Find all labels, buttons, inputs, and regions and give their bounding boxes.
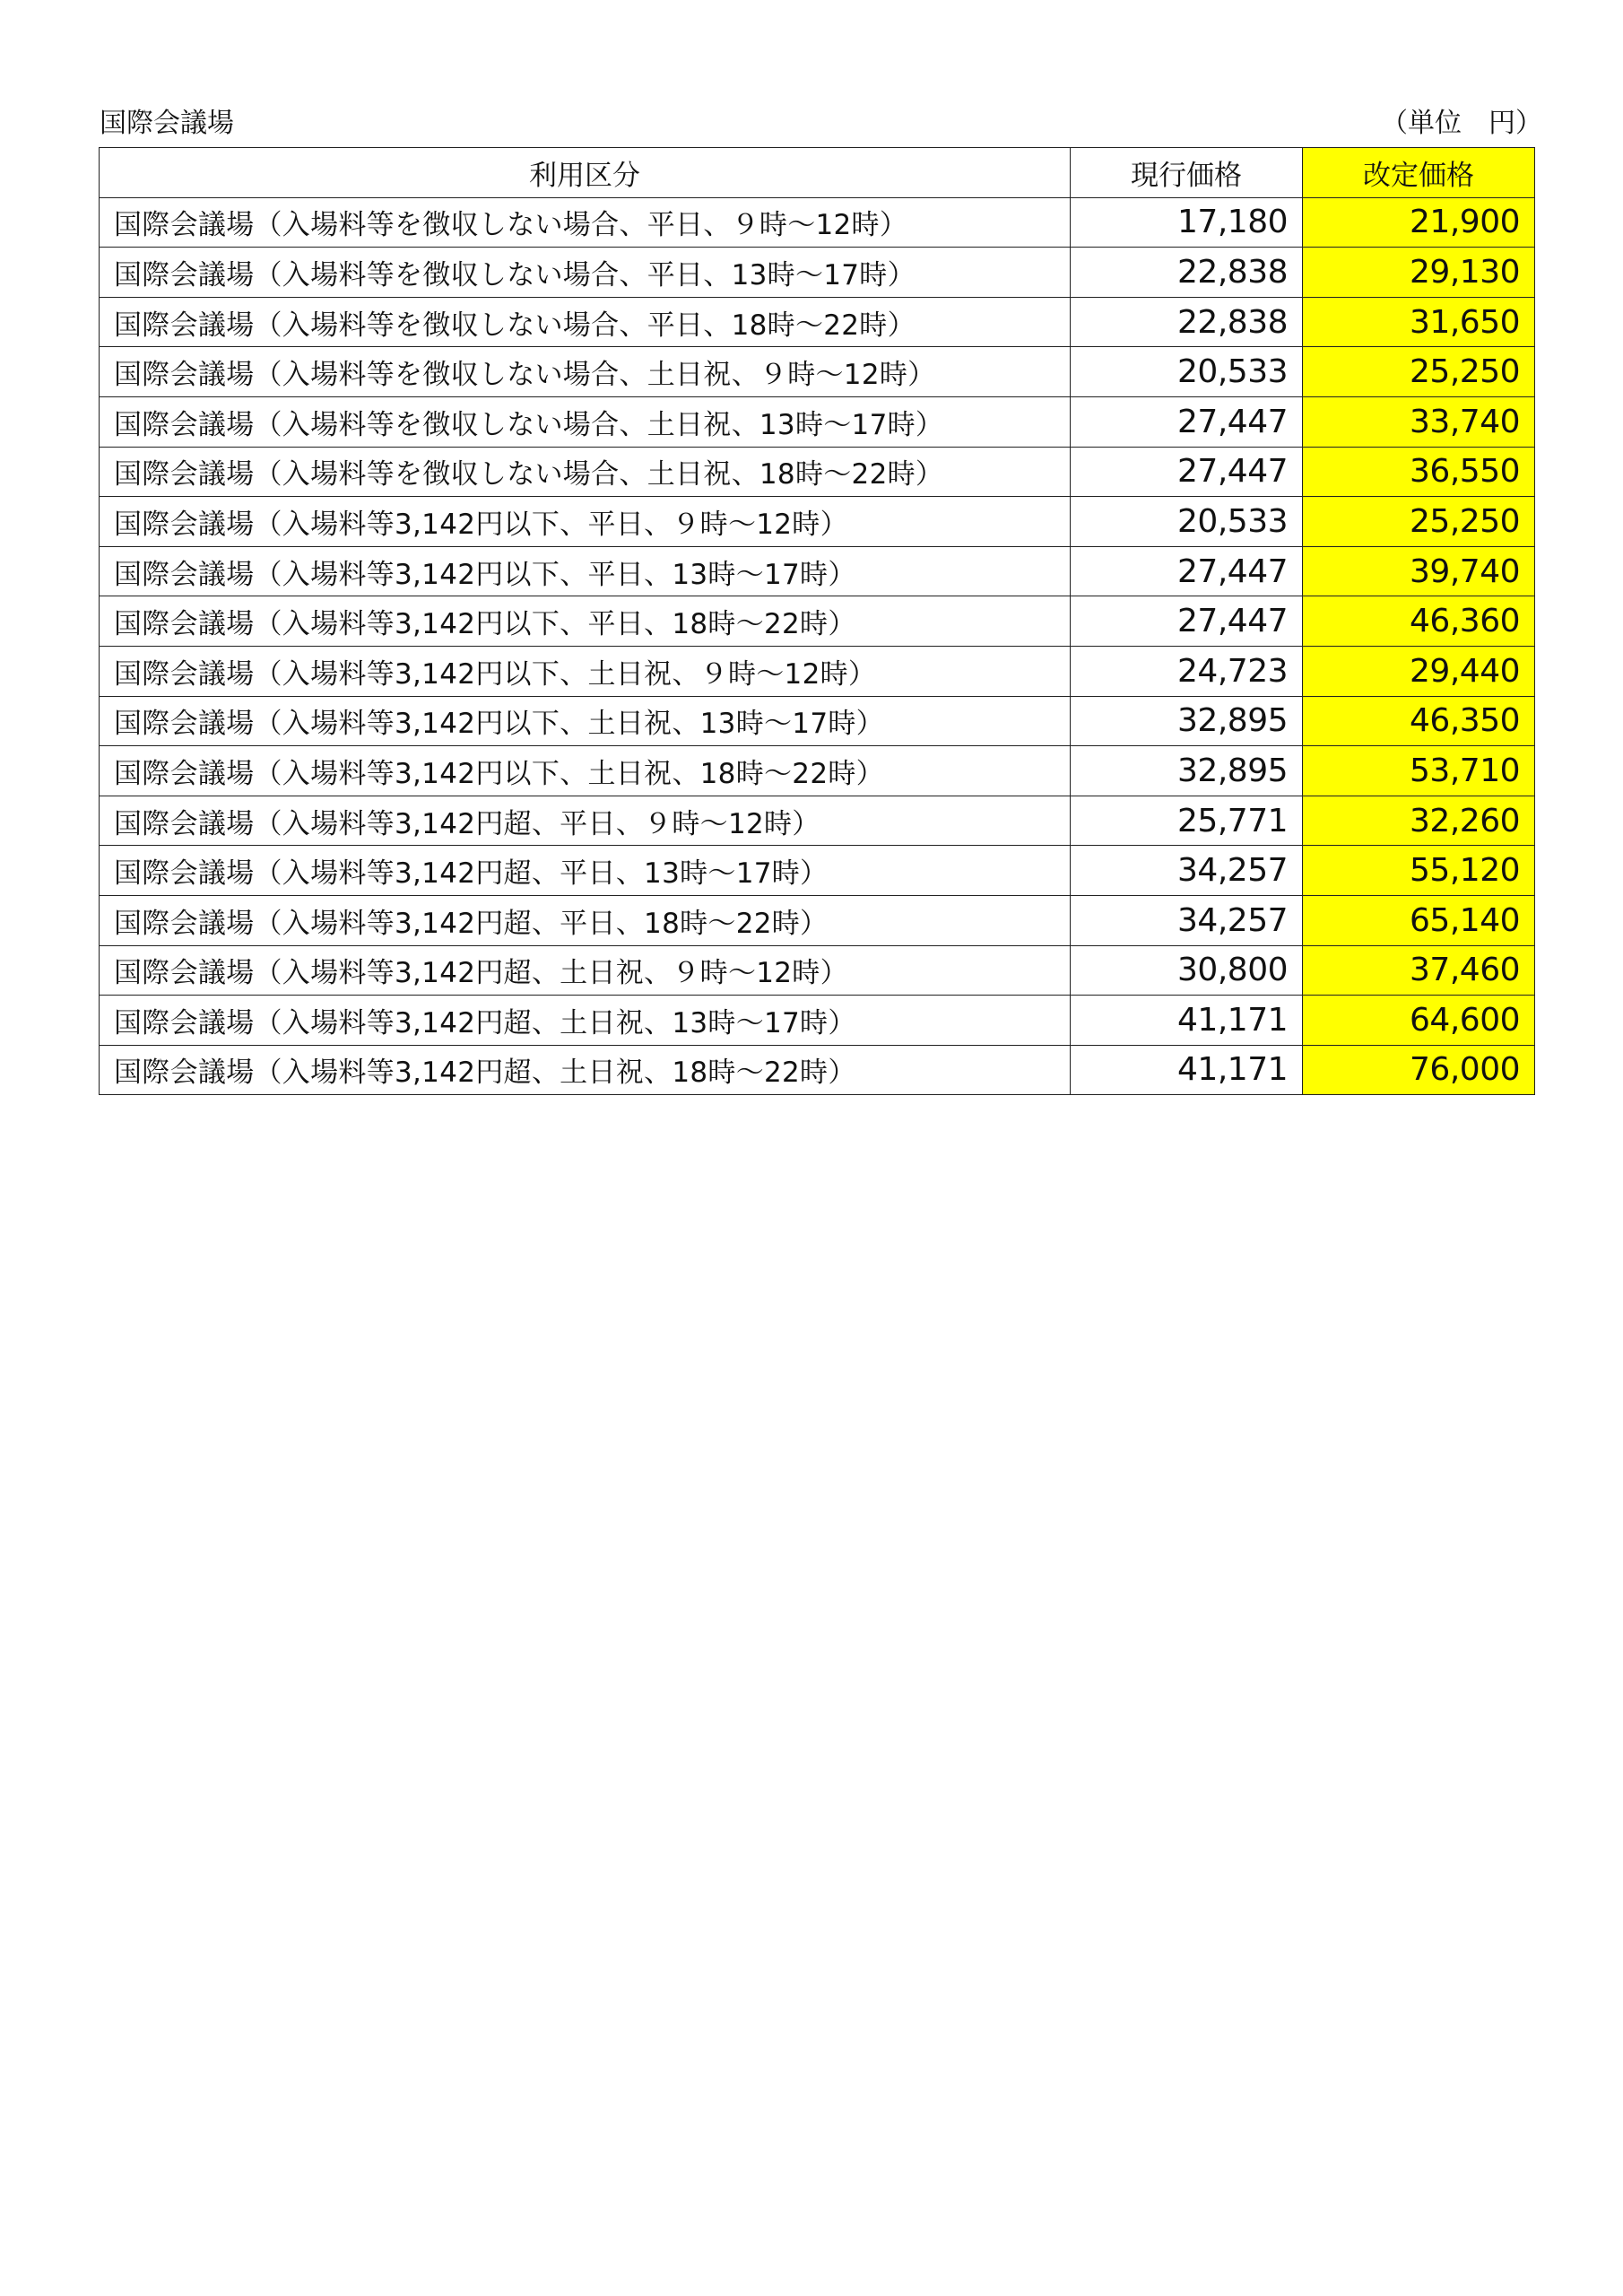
revised-price-cell: 55,120 [1303, 846, 1535, 896]
revised-price-cell: 32,260 [1303, 796, 1535, 846]
usage-cell: 国際会議場（入場料等3,142円超、平日、18時～22時） [100, 895, 1071, 945]
revised-price-cell: 33,740 [1303, 396, 1535, 447]
current-price-cell: 27,447 [1071, 546, 1303, 596]
current-price-cell: 25,771 [1071, 796, 1303, 846]
current-price-cell: 41,171 [1071, 996, 1303, 1046]
table-row [100, 347, 1535, 397]
usage-cell: 国際会議場（入場料等を徴収しない場合、土日祝、９時～12時） [100, 347, 1071, 397]
usage-cell: 国際会議場（入場料等3,142円超、平日、13時～17時） [100, 846, 1071, 896]
current-price-cell: 34,257 [1071, 846, 1303, 896]
table-header-row [100, 148, 1535, 198]
table-row [100, 248, 1535, 298]
revised-price-cell: 46,350 [1303, 696, 1535, 746]
table-row [100, 646, 1535, 696]
table-row [100, 447, 1535, 497]
current-price-cell: 32,895 [1071, 746, 1303, 796]
current-price-cell: 34,257 [1071, 895, 1303, 945]
current-price-cell: 24,723 [1071, 646, 1303, 696]
current-price-cell: 20,533 [1071, 497, 1303, 547]
usage-cell: 国際会議場（入場料等3,142円以下、土日祝、18時～22時） [100, 746, 1071, 796]
usage-cell: 国際会議場（入場料等を徴収しない場合、平日、18時～22時） [100, 297, 1071, 347]
usage-cell: 国際会議場（入場料等3,142円以下、平日、18時～22時） [100, 596, 1071, 647]
usage-cell: 国際会議場（入場料等を徴収しない場合、平日、13時～17時） [100, 248, 1071, 298]
usage-cell: 国際会議場（入場料等3,142円以下、土日祝、９時～12時） [100, 646, 1071, 696]
current-price-cell: 27,447 [1071, 447, 1303, 497]
revised-price-cell: 25,250 [1303, 347, 1535, 397]
column-header-revised-price: 改定価格 [1303, 148, 1535, 198]
current-price-cell: 20,533 [1071, 347, 1303, 397]
column-header-current-price: 現行価格 [1071, 148, 1303, 198]
table-row [100, 197, 1535, 248]
table-row [100, 297, 1535, 347]
column-header-usage: 利用区分 [100, 148, 1071, 198]
revised-price-cell: 64,600 [1303, 996, 1535, 1046]
revised-price-cell: 53,710 [1303, 746, 1535, 796]
current-price-cell: 22,838 [1071, 248, 1303, 298]
revised-price-cell: 37,460 [1303, 945, 1535, 996]
revised-price-cell: 39,740 [1303, 546, 1535, 596]
table-row [100, 1045, 1535, 1095]
revised-price-cell: 36,550 [1303, 447, 1535, 497]
usage-cell: 国際会議場（入場料等を徴収しない場合、平日、９時～12時） [100, 197, 1071, 248]
current-price-cell: 41,171 [1071, 1045, 1303, 1095]
current-price-cell: 30,800 [1071, 945, 1303, 996]
usage-cell: 国際会議場（入場料等3,142円超、平日、９時～12時） [100, 796, 1071, 846]
revised-price-cell: 46,360 [1303, 596, 1535, 647]
table-row [100, 996, 1535, 1046]
usage-cell: 国際会議場（入場料等3,142円超、土日祝、９時～12時） [100, 945, 1071, 996]
table-row [100, 895, 1535, 945]
table-row [100, 696, 1535, 746]
revised-price-cell: 31,650 [1303, 297, 1535, 347]
usage-cell: 国際会議場（入場料等3,142円超、土日祝、13時～17時） [100, 996, 1071, 1046]
current-price-cell: 22,838 [1071, 297, 1303, 347]
table-row [100, 796, 1535, 846]
table-header [100, 148, 1535, 198]
revised-price-cell: 21,900 [1303, 197, 1535, 248]
unit-label: （単位 円） [1381, 108, 1542, 139]
revised-price-cell: 25,250 [1303, 497, 1535, 547]
usage-cell: 国際会議場（入場料等3,142円超、土日祝、18時～22時） [100, 1045, 1071, 1095]
usage-cell: 国際会議場（入場料等を徴収しない場合、土日祝、13時～17時） [100, 396, 1071, 447]
table-row [100, 546, 1535, 596]
revised-price-cell: 76,000 [1303, 1045, 1535, 1095]
usage-cell: 国際会議場（入場料等3,142円以下、平日、９時～12時） [100, 497, 1071, 547]
page-title: 国際会議場 [100, 108, 234, 139]
table-row [100, 396, 1535, 447]
price-table [99, 147, 1535, 1095]
table-row [100, 945, 1535, 996]
current-price-cell: 32,895 [1071, 696, 1303, 746]
current-price-cell: 27,447 [1071, 396, 1303, 447]
usage-cell: 国際会議場（入場料等3,142円以下、土日祝、13時～17時） [100, 696, 1071, 746]
current-price-cell: 27,447 [1071, 596, 1303, 647]
revised-price-cell: 29,440 [1303, 646, 1535, 696]
table-row [100, 846, 1535, 896]
table-row [100, 497, 1535, 547]
current-price-cell: 17,180 [1071, 197, 1303, 248]
revised-price-cell: 29,130 [1303, 248, 1535, 298]
table-row [100, 596, 1535, 647]
usage-cell: 国際会議場（入場料等3,142円以下、平日、13時～17時） [100, 546, 1071, 596]
table-body [100, 197, 1535, 1095]
revised-price-cell: 65,140 [1303, 895, 1535, 945]
usage-cell: 国際会議場（入場料等を徴収しない場合、土日祝、18時～22時） [100, 447, 1071, 497]
table-row [100, 746, 1535, 796]
